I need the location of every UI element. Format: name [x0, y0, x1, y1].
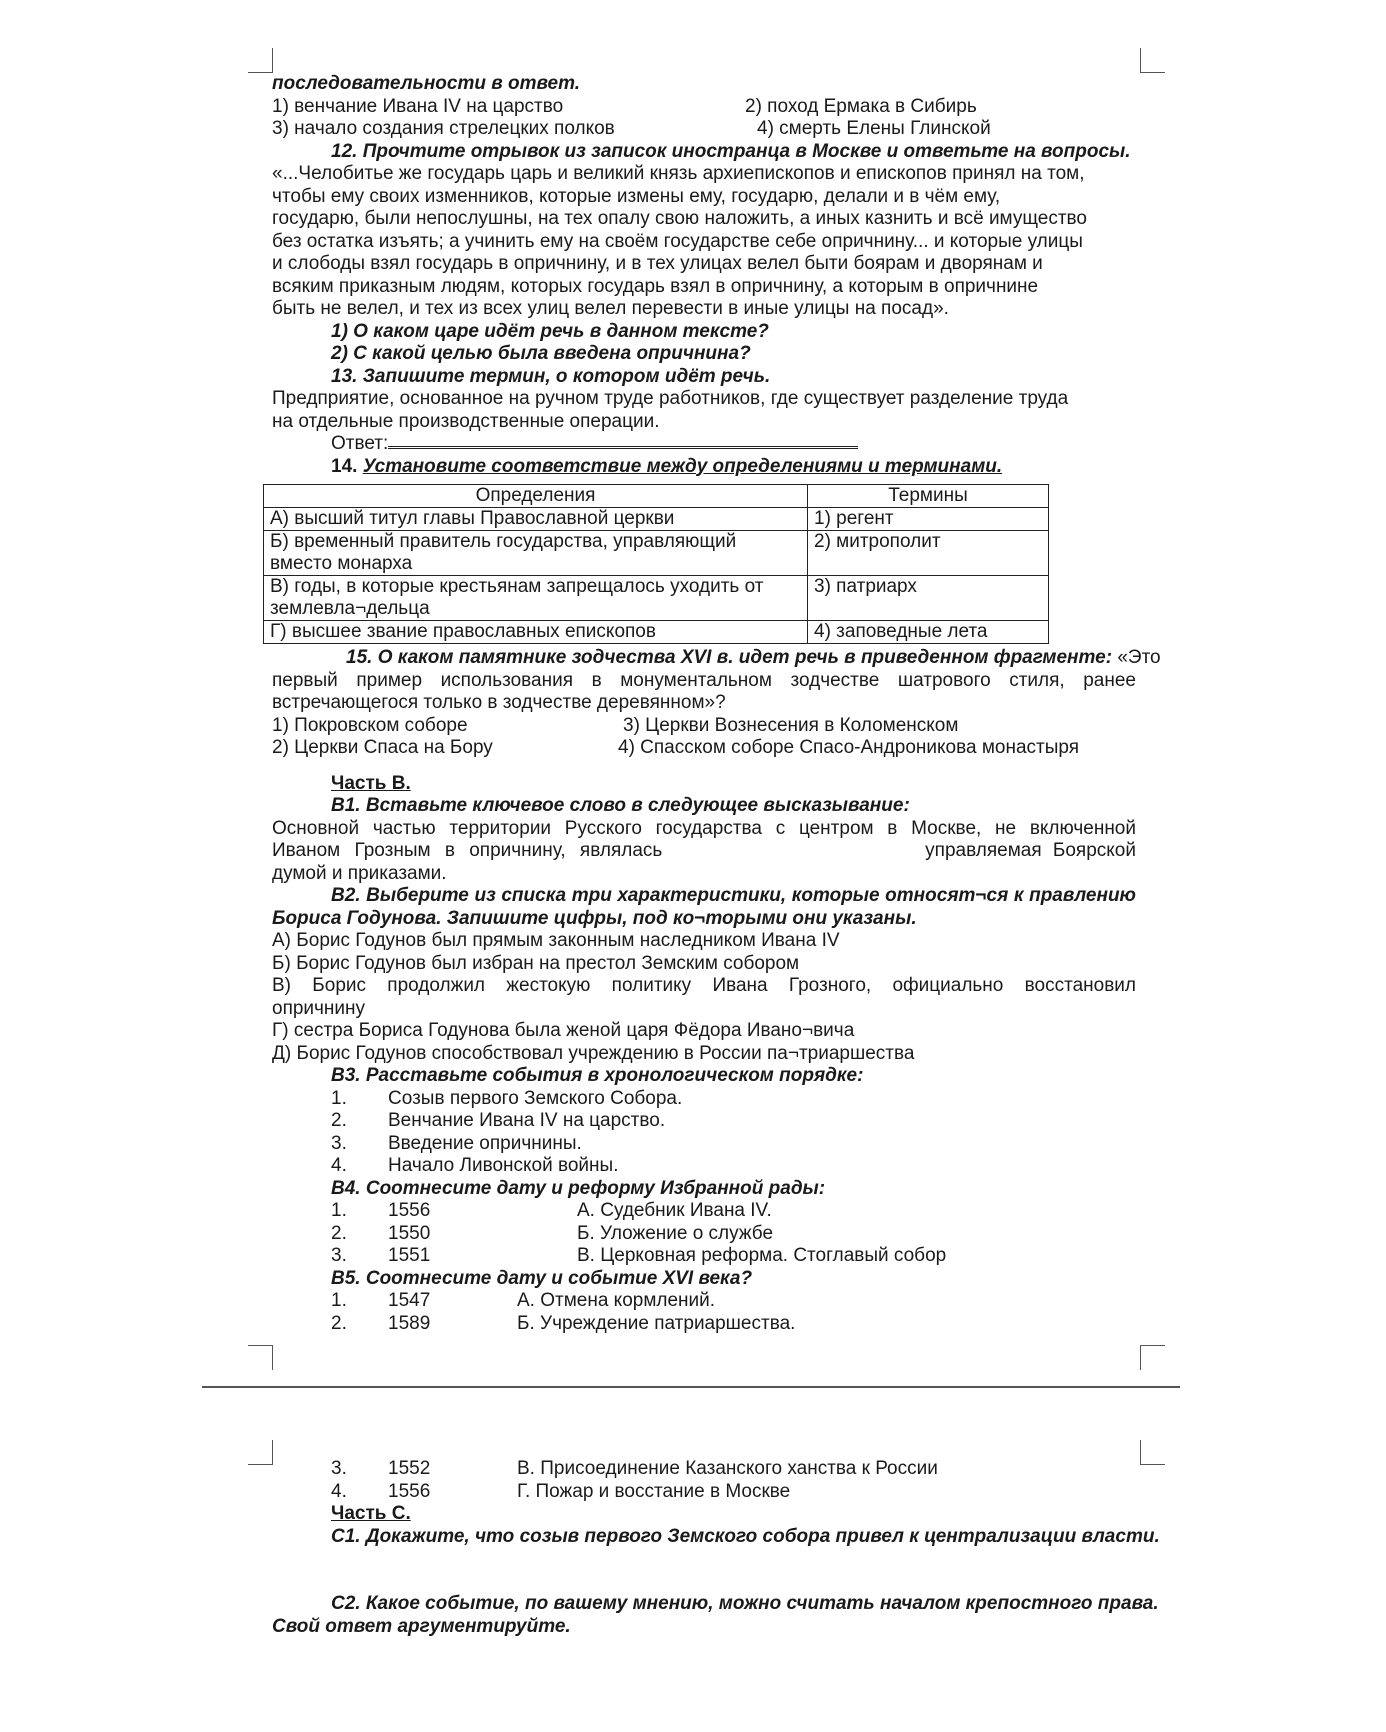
part-b-title-row [272, 773, 1136, 796]
b5-item-year: 1547 [388, 1290, 431, 1311]
page-lower [272, 1458, 1160, 1638]
b4-item-num: 3. [331, 1245, 347, 1266]
definition-cell: Г) высшее звание православных епископов [264, 621, 808, 644]
b2-option-c-1: В) Борис продолжил жестокую политику Ивана Грозного, официально восстановил [272, 975, 1136, 996]
b5-item-num: 2. [331, 1312, 347, 1334]
b2-option-e: Д) Борис Годунов способствовал учреждению в России па¬триаршества [272, 1042, 915, 1064]
b4-item-text: Б. Уложение о службе [577, 1222, 774, 1244]
b5-item-num: 4. [331, 1480, 347, 1502]
b2-title-2: Бориса Годунова. Запишите цифры, под ко¬торыми они указаны. [272, 907, 917, 929]
b1-line-1: Основной частью территории Русского государства с центром в Москве, не включенной [272, 817, 1136, 839]
q11-heading-end: последовательности в ответ. [272, 73, 581, 94]
term-cell: 3) патриарх [808, 576, 1049, 621]
b2-option-a: А) Борис Годунов был прямым законным наследником Ивана IV [272, 930, 840, 951]
b5-title: В5. Соотнесите дату и событие XVI века? [331, 1267, 753, 1289]
q13-title: 13. Запишите термин, о котором идёт речь. [331, 365, 771, 387]
b1-title: В1. Вставьте ключевое слово в следующее высказывание: [331, 795, 910, 816]
corner-mark-lower-left [248, 1440, 273, 1465]
q15-option-2: 2) Церкви Спаса на Бору [272, 737, 493, 758]
b1-line-2-end: управляемая Боярской [925, 840, 1136, 861]
q12-quote-line: государю, были непослушны, на тех опалу свою наложить, а иных казнить и всё имущество [272, 208, 1087, 229]
q13-answer-label: Ответ: [331, 433, 389, 454]
b5-item-year: 1556 [388, 1480, 431, 1502]
list-item [272, 1200, 1136, 1223]
b3-item-text: Венчание Ивана IV на царство. [388, 1110, 666, 1131]
list-item [272, 1290, 1136, 1313]
b2-option-b: Б) Борис Годунов был избран на престол Земским собором [272, 952, 800, 974]
b5-item-text: Б. Учреждение патриаршества. [517, 1312, 796, 1334]
term-cell: 2) митрополит [808, 531, 1049, 576]
list-item [272, 1223, 1136, 1246]
b5-item-num: 1. [331, 1290, 347, 1311]
q13-line-2: на отдельные производственные операции. [272, 410, 660, 432]
list-item [272, 1133, 1136, 1156]
q12-title [272, 141, 1136, 164]
corner-mark-top-right [1140, 48, 1165, 73]
b2-option-c-2: опричнину [272, 997, 366, 1019]
b4-item-num: 2. [331, 1222, 347, 1244]
q12-question-2: 2) С какой целью была введена опричнина? [331, 343, 751, 364]
q14-title [272, 456, 1136, 479]
b3-item-num: 4. [331, 1155, 347, 1176]
b3-item-num: 3. [331, 1132, 347, 1154]
q15-options-row1 [272, 715, 1136, 738]
list-item [272, 1245, 1136, 1268]
page-upper [272, 73, 1136, 478]
b3-item-num: 2. [331, 1110, 347, 1131]
q11-option-2: 2) поход Ермака в Сибирь [745, 95, 977, 117]
table-row [264, 621, 1049, 644]
q12-title-text: 12. Прочтите отрывок из записок иностранца в Москве и ответьте на вопросы. [331, 140, 1131, 162]
b4-item-num: 1. [331, 1200, 347, 1221]
q11-options-row1 [272, 96, 1136, 119]
b3-item-text: Введение опричнины. [388, 1132, 582, 1154]
list-item [272, 1110, 1136, 1133]
q15-line-2: первый пример использования в монументальном зодчестве шатрового стиля, ранее [272, 669, 1136, 691]
b4-item-text: В. Церковная реформа. Стоглавый собор [577, 1245, 947, 1266]
q14-title-num: 14. [331, 455, 358, 477]
b4-item-year: 1556 [388, 1200, 431, 1221]
q15-title: 15. О каком памятнике зодчества XVI в. идет речь в приведенном фрагменте: [346, 647, 1113, 668]
list-item [272, 1155, 1136, 1178]
b4-item-text: А. Судебник Ивана IV. [577, 1200, 772, 1221]
list-item [272, 1481, 1136, 1504]
b2-option-d: Г) сестра Бориса Годунова была женой царя Фёдора Ивано¬вича [272, 1020, 855, 1041]
b5-item-text: А. Отмена кормлений. [517, 1290, 716, 1311]
q14-table [263, 484, 1049, 644]
b4-title: В4. Соотнесите дату и реформу Избранной рады: [331, 1177, 826, 1199]
b3-item-text: Созыв первого Земского Собора. [388, 1087, 683, 1109]
term-cell: 1) регент [808, 508, 1049, 531]
table-row [264, 508, 1049, 531]
corner-mark-top-left [248, 48, 273, 73]
list-item [272, 1088, 1136, 1111]
b2-title-1: В2. Выберите из списка три характеристики, которые относят¬ся к правлению [331, 885, 1136, 906]
q14-title-text: Установите соответствие между определениями и терминами. [362, 455, 1003, 477]
table-row [264, 531, 1049, 576]
b5-item-year: 1552 [388, 1458, 431, 1479]
b3-item-text: Начало Ливонской войны. [388, 1155, 619, 1176]
q12-quote-line: без остатка изъять; а учинить ему на своём государстве себе опричнину... и которые улицы [272, 230, 1083, 252]
q11-option-4: 4) смерть Елены Глинской [757, 118, 991, 139]
q12-quote-line: и слободы взял государь в опричнину, и в тех улицах велел быти боярам и дворянам и [272, 253, 1043, 274]
list-item [272, 1313, 1136, 1336]
q12-quote-line: быть не велел, и тех из всех улиц велел перевести в иные улицы на посад». [272, 298, 949, 319]
q11-option-3: 3) начало создания стрелецких полков [272, 118, 615, 139]
q11-option-1: 1) венчание Ивана IV на царство [272, 95, 564, 117]
definition-cell: Б) временный правитель государства, управляющий вместо монарха [264, 531, 808, 576]
part-b-title: Часть В. [331, 772, 411, 794]
q12-quote-line: всяким приказным людям, которых государь взял в опричнину, а которым в опричнине [272, 275, 1039, 297]
b5-item-text: Г. Пожар и восстание в Москве [517, 1480, 791, 1502]
c2-question-line-2: Свой ответ аргументируйте. [272, 1615, 571, 1637]
table-header-row [264, 485, 1049, 508]
q15-title-row [272, 647, 1161, 670]
page-divider [202, 1386, 1180, 1388]
q13-line-1: Предприятие, основанное на ручном труде работников, где существует разделение труда [272, 388, 1069, 409]
q12-quote-line: чтобы ему своих изменников, которые измены ему, государю, делали и в чём ему, [272, 185, 1001, 207]
c1-question: С1. Докажите, что созыв первого Земского собора привел к централизации власти. [331, 1525, 1160, 1547]
b5-item-text: В. Присоединение Казанского ханства к России [517, 1458, 938, 1479]
page-middle [272, 647, 1161, 1335]
b1-line-2 [272, 840, 1136, 863]
corner-mark-lower-right [1140, 1440, 1165, 1465]
part-c-title: Часть С. [331, 1503, 411, 1524]
b1-line-3: думой и приказами. [272, 862, 447, 884]
b5-item-year: 1589 [388, 1312, 431, 1334]
header-terms: Термины [808, 485, 1049, 508]
q11-options-row2 [272, 118, 1136, 141]
definition-cell: В) годы, в которые крестьянам запрещалось уходить от землевла¬дельца [264, 576, 808, 621]
q15-line-3: встречающегося только в зодчестве деревянном»? [272, 692, 726, 713]
q15-option-4: 4) Спасском соборе Спасо-Андроникова монастыря [618, 737, 1080, 758]
c2-question-line-1: С2. Какое событие, по вашему мнению, можно считать началом крепостного права. [331, 1593, 1159, 1614]
q15-option-3: 3) Церкви Вознесения в Коломенском [623, 714, 959, 736]
term-cell: 4) заповедные лета [808, 621, 1049, 644]
b4-item-year: 1551 [388, 1245, 431, 1266]
q13-answer-blank[interactable] [388, 434, 858, 449]
b3-title: В3. Расставьте события в хронологическом порядке: [331, 1065, 864, 1086]
q15-title-rest: «Это [1112, 647, 1161, 668]
b3-item-num: 1. [331, 1087, 347, 1109]
q13-answer-row [272, 433, 1136, 456]
q12-quote-line: «...Челобитье же государь царь и великий князь архиепископов и епископов принял на том, [272, 163, 1085, 184]
corner-mark-mid-left [248, 1345, 273, 1370]
corner-mark-mid-right [1140, 1345, 1165, 1370]
b5-item-num: 3. [331, 1458, 347, 1479]
list-item [272, 1458, 1136, 1481]
definition-cell: А) высший титул главы Православной церкви [264, 508, 808, 531]
part-c-title-row [272, 1503, 1136, 1526]
header-definitions: Определения [264, 485, 808, 508]
q15-options-row2 [272, 737, 1136, 760]
b4-item-year: 1550 [388, 1222, 431, 1244]
table-row [264, 576, 1049, 621]
q12-question-1: 1) О каком царе идёт речь в данном тексте? [331, 320, 769, 342]
b1-line-2-start: Иваном Грозным в опричнину, являлась [272, 840, 663, 861]
q12-quote [272, 163, 1136, 321]
q15-option-1: 1) Покровском соборе [272, 714, 468, 736]
